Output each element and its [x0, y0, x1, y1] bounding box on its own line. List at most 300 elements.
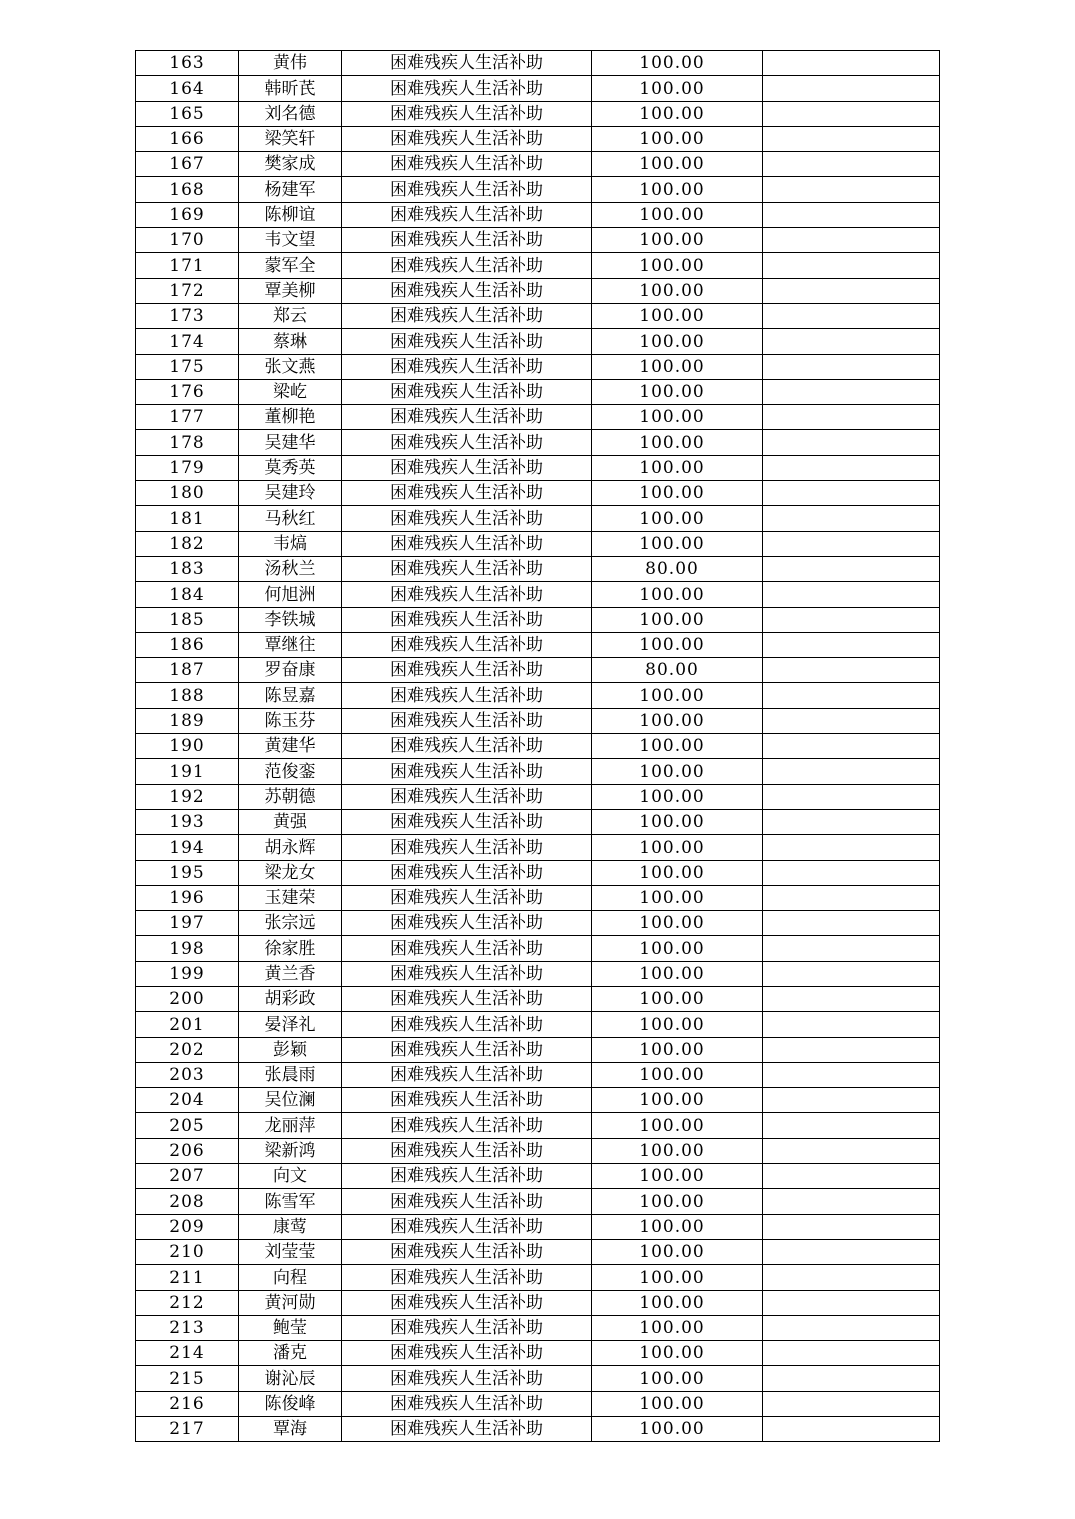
table-row	[136, 1341, 940, 1366]
row-number-cell: 199	[136, 961, 239, 986]
table-row	[136, 1189, 940, 1214]
row-number-cell: 181	[136, 506, 239, 531]
subsidy-item-cell: 困难残疾人生活补助	[342, 835, 592, 860]
amount-cell: 100.00	[592, 1062, 763, 1087]
table-row	[136, 1138, 940, 1163]
row-number-cell: 200	[136, 986, 239, 1011]
amount-cell: 100.00	[592, 1391, 763, 1416]
subsidy-item-cell: 困难残疾人生活补助	[342, 430, 592, 455]
recipient-name-cell: 龙丽萍	[239, 1113, 342, 1138]
table-row	[136, 354, 940, 379]
subsidy-item-cell: 困难残疾人生活补助	[342, 303, 592, 328]
subsidy-item-cell: 困难残疾人生活补助	[342, 1037, 592, 1062]
table-row	[136, 911, 940, 936]
subsidy-item-cell: 困难残疾人生活补助	[342, 51, 592, 76]
table-row	[136, 430, 940, 455]
row-number-cell: 183	[136, 556, 239, 581]
table-row	[136, 481, 940, 506]
subsidy-item-cell: 困难残疾人生活补助	[342, 961, 592, 986]
subsidy-item-cell: 困难残疾人生活补助	[342, 1239, 592, 1264]
amount-cell: 100.00	[592, 961, 763, 986]
subsidy-item-cell: 困难残疾人生活补助	[342, 911, 592, 936]
remark-cell	[763, 303, 940, 328]
table-row	[136, 455, 940, 480]
recipient-name-cell: 范俊銮	[239, 759, 342, 784]
remark-cell	[763, 1062, 940, 1087]
amount-cell: 100.00	[592, 76, 763, 101]
row-number-cell: 197	[136, 911, 239, 936]
subsidy-item-cell: 困难残疾人生活补助	[342, 936, 592, 961]
recipient-name-cell: 向程	[239, 1265, 342, 1290]
row-number-cell: 201	[136, 1012, 239, 1037]
row-number-cell: 164	[136, 76, 239, 101]
amount-cell: 100.00	[592, 734, 763, 759]
row-number-cell: 216	[136, 1391, 239, 1416]
remark-cell	[763, 683, 940, 708]
subsidy-item-cell: 困难残疾人生活补助	[342, 860, 592, 885]
row-number-cell: 190	[136, 734, 239, 759]
row-number-cell: 184	[136, 582, 239, 607]
remark-cell	[763, 1164, 940, 1189]
table-row	[136, 607, 940, 632]
recipient-name-cell: 蔡琳	[239, 329, 342, 354]
amount-cell: 100.00	[592, 885, 763, 910]
table-row	[136, 379, 940, 404]
row-number-cell: 185	[136, 607, 239, 632]
remark-cell	[763, 809, 940, 834]
recipient-name-cell: 杨建军	[239, 177, 342, 202]
subsidy-item-cell: 困难残疾人生活补助	[342, 152, 592, 177]
remark-cell	[763, 1417, 940, 1442]
subsidy-item-cell: 困难残疾人生活补助	[342, 1417, 592, 1442]
remark-cell	[763, 708, 940, 733]
row-number-cell: 215	[136, 1366, 239, 1391]
amount-cell: 100.00	[592, 708, 763, 733]
row-number-cell: 212	[136, 1290, 239, 1315]
subsidy-item-cell: 困难残疾人生活补助	[342, 481, 592, 506]
amount-cell: 100.00	[592, 51, 763, 76]
remark-cell	[763, 607, 940, 632]
amount-cell: 100.00	[592, 1088, 763, 1113]
recipient-name-cell: 潘克	[239, 1341, 342, 1366]
table-row	[136, 126, 940, 151]
remark-cell	[763, 1290, 940, 1315]
table-row	[136, 986, 940, 1011]
amount-cell: 100.00	[592, 481, 763, 506]
remark-cell	[763, 430, 940, 455]
subsidy-item-cell: 困难残疾人生活补助	[342, 708, 592, 733]
table-row	[136, 1088, 940, 1113]
subsidy-item-cell: 困难残疾人生活补助	[342, 1062, 592, 1087]
remark-cell	[763, 1265, 940, 1290]
amount-cell: 100.00	[592, 860, 763, 885]
subsidy-item-cell: 困难残疾人生活补助	[342, 986, 592, 1011]
row-number-cell: 173	[136, 303, 239, 328]
amount-cell: 100.00	[592, 126, 763, 151]
recipient-name-cell: 梁龙女	[239, 860, 342, 885]
recipient-name-cell: 吴建华	[239, 430, 342, 455]
row-number-cell: 169	[136, 202, 239, 227]
subsidy-item-cell: 困难残疾人生活补助	[342, 885, 592, 910]
recipient-name-cell: 韩昕芪	[239, 76, 342, 101]
remark-cell	[763, 531, 940, 556]
recipient-name-cell: 刘莹莹	[239, 1239, 342, 1264]
remark-cell	[763, 481, 940, 506]
remark-cell	[763, 1113, 940, 1138]
amount-cell: 100.00	[592, 759, 763, 784]
subsidy-item-cell: 困难残疾人生活补助	[342, 1366, 592, 1391]
table-row	[136, 202, 940, 227]
row-number-cell: 179	[136, 455, 239, 480]
row-number-cell: 180	[136, 481, 239, 506]
table-row	[136, 1113, 940, 1138]
table-row	[136, 101, 940, 126]
remark-cell	[763, 278, 940, 303]
subsidy-item-cell: 困难残疾人生活补助	[342, 531, 592, 556]
subsidy-item-cell: 困难残疾人生活补助	[342, 1315, 592, 1340]
amount-cell: 100.00	[592, 152, 763, 177]
recipient-name-cell: 覃继往	[239, 632, 342, 657]
remark-cell	[763, 126, 940, 151]
amount-cell: 100.00	[592, 531, 763, 556]
table-row	[136, 177, 940, 202]
recipient-name-cell: 马秋红	[239, 506, 342, 531]
remark-cell	[763, 556, 940, 581]
remark-cell	[763, 76, 940, 101]
row-number-cell: 217	[136, 1417, 239, 1442]
remark-cell	[763, 1315, 940, 1340]
recipient-name-cell: 郑云	[239, 303, 342, 328]
table-row	[136, 1164, 940, 1189]
row-number-cell: 170	[136, 228, 239, 253]
remark-cell	[763, 734, 940, 759]
subsidy-item-cell: 困难残疾人生活补助	[342, 329, 592, 354]
subsidy-item-cell: 困难残疾人生活补助	[342, 177, 592, 202]
amount-cell: 100.00	[592, 607, 763, 632]
subsidy-item-cell: 困难残疾人生活补助	[342, 1290, 592, 1315]
row-number-cell: 187	[136, 658, 239, 683]
amount-cell: 100.00	[592, 379, 763, 404]
table-row	[136, 1265, 940, 1290]
table-row	[136, 278, 940, 303]
remark-cell	[763, 1138, 940, 1163]
table-row	[136, 1391, 940, 1416]
table-row	[136, 632, 940, 657]
table-row	[136, 1239, 940, 1264]
remark-cell	[763, 759, 940, 784]
table-row	[136, 253, 940, 278]
amount-cell: 100.00	[592, 1113, 763, 1138]
table-row	[136, 658, 940, 683]
subsidy-table-body	[136, 51, 940, 1442]
row-number-cell: 198	[136, 936, 239, 961]
amount-cell: 100.00	[592, 582, 763, 607]
subsidy-item-cell: 困难残疾人生活补助	[342, 253, 592, 278]
table-row	[136, 759, 940, 784]
table-row	[136, 76, 940, 101]
row-number-cell: 206	[136, 1138, 239, 1163]
remark-cell	[763, 1366, 940, 1391]
remark-cell	[763, 1088, 940, 1113]
row-number-cell: 208	[136, 1189, 239, 1214]
table-row	[136, 1037, 940, 1062]
remark-cell	[763, 986, 940, 1011]
table-row	[136, 506, 940, 531]
table-row	[136, 708, 940, 733]
subsidy-item-cell: 困难残疾人生活补助	[342, 734, 592, 759]
subsidy-item-cell: 困难残疾人生活补助	[342, 607, 592, 632]
remark-cell	[763, 784, 940, 809]
row-number-cell: 214	[136, 1341, 239, 1366]
recipient-name-cell: 韦熇	[239, 531, 342, 556]
table-row	[136, 405, 940, 430]
amount-cell: 100.00	[592, 1164, 763, 1189]
table-row	[136, 784, 940, 809]
subsidy-item-cell: 困难残疾人生活补助	[342, 1113, 592, 1138]
recipient-name-cell: 覃海	[239, 1417, 342, 1442]
remark-cell	[763, 329, 940, 354]
row-number-cell: 209	[136, 1214, 239, 1239]
row-number-cell: 195	[136, 860, 239, 885]
subsidy-item-cell: 困难残疾人生活补助	[342, 1138, 592, 1163]
remark-cell	[763, 936, 940, 961]
recipient-name-cell: 梁新鸿	[239, 1138, 342, 1163]
remark-cell	[763, 860, 940, 885]
row-number-cell: 203	[136, 1062, 239, 1087]
recipient-name-cell: 吴建玲	[239, 481, 342, 506]
recipient-name-cell: 黄建华	[239, 734, 342, 759]
remark-cell	[763, 51, 940, 76]
amount-cell: 100.00	[592, 101, 763, 126]
subsidy-item-cell: 困难残疾人生活补助	[342, 506, 592, 531]
row-number-cell: 182	[136, 531, 239, 556]
row-number-cell: 210	[136, 1239, 239, 1264]
amount-cell: 100.00	[592, 1189, 763, 1214]
recipient-name-cell: 胡永辉	[239, 835, 342, 860]
remark-cell	[763, 1214, 940, 1239]
amount-cell: 100.00	[592, 253, 763, 278]
recipient-name-cell: 莫秀英	[239, 455, 342, 480]
amount-cell: 100.00	[592, 1265, 763, 1290]
remark-cell	[763, 632, 940, 657]
recipient-name-cell: 樊家成	[239, 152, 342, 177]
table-row	[136, 51, 940, 76]
remark-cell	[763, 228, 940, 253]
amount-cell: 100.00	[592, 1290, 763, 1315]
recipient-name-cell: 黄兰香	[239, 961, 342, 986]
amount-cell: 100.00	[592, 911, 763, 936]
amount-cell: 100.00	[592, 278, 763, 303]
subsidy-item-cell: 困难残疾人生活补助	[342, 202, 592, 227]
remark-cell	[763, 177, 940, 202]
remark-cell	[763, 658, 940, 683]
amount-cell: 100.00	[592, 1214, 763, 1239]
remark-cell	[763, 405, 940, 430]
subsidy-item-cell: 困难残疾人生活补助	[342, 556, 592, 581]
row-number-cell: 176	[136, 379, 239, 404]
table-row	[136, 835, 940, 860]
remark-cell	[763, 202, 940, 227]
subsidy-item-cell: 困难残疾人生活补助	[342, 632, 592, 657]
amount-cell: 100.00	[592, 329, 763, 354]
row-number-cell: 194	[136, 835, 239, 860]
row-number-cell: 191	[136, 759, 239, 784]
table-row	[136, 152, 940, 177]
subsidy-item-cell: 困难残疾人生活补助	[342, 354, 592, 379]
table-row	[136, 1290, 940, 1315]
amount-cell: 100.00	[592, 1366, 763, 1391]
table-row	[136, 1062, 940, 1087]
table-row	[136, 556, 940, 581]
remark-cell	[763, 885, 940, 910]
subsidy-item-cell: 困难残疾人生活补助	[342, 784, 592, 809]
recipient-name-cell: 黄河勋	[239, 1290, 342, 1315]
recipient-name-cell: 何旭洲	[239, 582, 342, 607]
amount-cell: 100.00	[592, 809, 763, 834]
remark-cell	[763, 1012, 940, 1037]
subsidy-item-cell: 困难残疾人生活补助	[342, 1088, 592, 1113]
remark-cell	[763, 1341, 940, 1366]
recipient-name-cell: 张晨雨	[239, 1062, 342, 1087]
subsidy-item-cell: 困难残疾人生活补助	[342, 1164, 592, 1189]
amount-cell: 80.00	[592, 556, 763, 581]
recipient-name-cell: 鲍莹	[239, 1315, 342, 1340]
amount-cell: 100.00	[592, 986, 763, 1011]
amount-cell: 100.00	[592, 1417, 763, 1442]
subsidy-item-cell: 困难残疾人生活补助	[342, 1214, 592, 1239]
recipient-name-cell: 李铁城	[239, 607, 342, 632]
subsidy-item-cell: 困难残疾人生活补助	[342, 658, 592, 683]
table-row	[136, 885, 940, 910]
row-number-cell: 167	[136, 152, 239, 177]
recipient-name-cell: 董柳艳	[239, 405, 342, 430]
recipient-name-cell: 谢沁辰	[239, 1366, 342, 1391]
remark-cell	[763, 1239, 940, 1264]
recipient-name-cell: 向文	[239, 1164, 342, 1189]
subsidy-item-cell: 困难残疾人生活补助	[342, 683, 592, 708]
subsidy-item-cell: 困难残疾人生活补助	[342, 1341, 592, 1366]
row-number-cell: 171	[136, 253, 239, 278]
remark-cell	[763, 1391, 940, 1416]
recipient-name-cell: 康莺	[239, 1214, 342, 1239]
table-row	[136, 303, 940, 328]
recipient-name-cell: 张宗远	[239, 911, 342, 936]
table-row	[136, 582, 940, 607]
amount-cell: 100.00	[592, 506, 763, 531]
table-row	[136, 860, 940, 885]
table-row	[136, 1214, 940, 1239]
remark-cell	[763, 911, 940, 936]
recipient-name-cell: 罗奋康	[239, 658, 342, 683]
amount-cell: 100.00	[592, 455, 763, 480]
amount-cell: 100.00	[592, 177, 763, 202]
table-row	[136, 329, 940, 354]
amount-cell: 100.00	[592, 1037, 763, 1062]
recipient-name-cell: 晏泽礼	[239, 1012, 342, 1037]
remark-cell	[763, 101, 940, 126]
amount-cell: 100.00	[592, 784, 763, 809]
row-number-cell: 165	[136, 101, 239, 126]
subsidy-item-cell: 困难残疾人生活补助	[342, 759, 592, 784]
recipient-name-cell: 陈柳谊	[239, 202, 342, 227]
subsidy-item-cell: 困难残疾人生活补助	[342, 1265, 592, 1290]
amount-cell: 100.00	[592, 1341, 763, 1366]
recipient-name-cell: 徐家胜	[239, 936, 342, 961]
table-row	[136, 1366, 940, 1391]
recipient-name-cell: 张文燕	[239, 354, 342, 379]
recipient-name-cell: 黄强	[239, 809, 342, 834]
table-row	[136, 734, 940, 759]
amount-cell: 100.00	[592, 936, 763, 961]
row-number-cell: 207	[136, 1164, 239, 1189]
table-row	[136, 1012, 940, 1037]
amount-cell: 100.00	[592, 228, 763, 253]
recipient-name-cell: 吴位澜	[239, 1088, 342, 1113]
remark-cell	[763, 455, 940, 480]
remark-cell	[763, 961, 940, 986]
table-row	[136, 683, 940, 708]
row-number-cell: 175	[136, 354, 239, 379]
table-row	[136, 1417, 940, 1442]
amount-cell: 100.00	[592, 430, 763, 455]
recipient-name-cell: 苏朝德	[239, 784, 342, 809]
row-number-cell: 174	[136, 329, 239, 354]
recipient-name-cell: 陈俊峰	[239, 1391, 342, 1416]
subsidy-item-cell: 困难残疾人生活补助	[342, 1189, 592, 1214]
row-number-cell: 172	[136, 278, 239, 303]
amount-cell: 100.00	[592, 1138, 763, 1163]
amount-cell: 100.00	[592, 835, 763, 860]
subsidy-item-cell: 困难残疾人生活补助	[342, 101, 592, 126]
recipient-name-cell: 陈玉芬	[239, 708, 342, 733]
row-number-cell: 192	[136, 784, 239, 809]
amount-cell: 80.00	[592, 658, 763, 683]
amount-cell: 100.00	[592, 405, 763, 430]
row-number-cell: 211	[136, 1265, 239, 1290]
amount-cell: 100.00	[592, 1239, 763, 1264]
subsidy-item-cell: 困难残疾人生活补助	[342, 405, 592, 430]
row-number-cell: 186	[136, 632, 239, 657]
recipient-name-cell: 陈雪军	[239, 1189, 342, 1214]
row-number-cell: 178	[136, 430, 239, 455]
table-row	[136, 531, 940, 556]
row-number-cell: 188	[136, 683, 239, 708]
recipient-name-cell: 胡彩政	[239, 986, 342, 1011]
row-number-cell: 196	[136, 885, 239, 910]
recipient-name-cell: 覃美柳	[239, 278, 342, 303]
row-number-cell: 168	[136, 177, 239, 202]
recipient-name-cell: 梁屹	[239, 379, 342, 404]
recipient-name-cell: 黄伟	[239, 51, 342, 76]
subsidy-item-cell: 困难残疾人生活补助	[342, 126, 592, 151]
remark-cell	[763, 1189, 940, 1214]
table-row	[136, 936, 940, 961]
subsidy-item-cell: 困难残疾人生活补助	[342, 228, 592, 253]
table-row	[136, 1315, 940, 1340]
row-number-cell: 204	[136, 1088, 239, 1113]
subsidy-table	[135, 50, 940, 1442]
remark-cell	[763, 379, 940, 404]
amount-cell: 100.00	[592, 1315, 763, 1340]
remark-cell	[763, 1037, 940, 1062]
subsidy-item-cell: 困难残疾人生活补助	[342, 1012, 592, 1037]
row-number-cell: 193	[136, 809, 239, 834]
row-number-cell: 189	[136, 708, 239, 733]
recipient-name-cell: 陈昱嘉	[239, 683, 342, 708]
remark-cell	[763, 152, 940, 177]
subsidy-item-cell: 困难残疾人生活补助	[342, 455, 592, 480]
recipient-name-cell: 刘名德	[239, 101, 342, 126]
